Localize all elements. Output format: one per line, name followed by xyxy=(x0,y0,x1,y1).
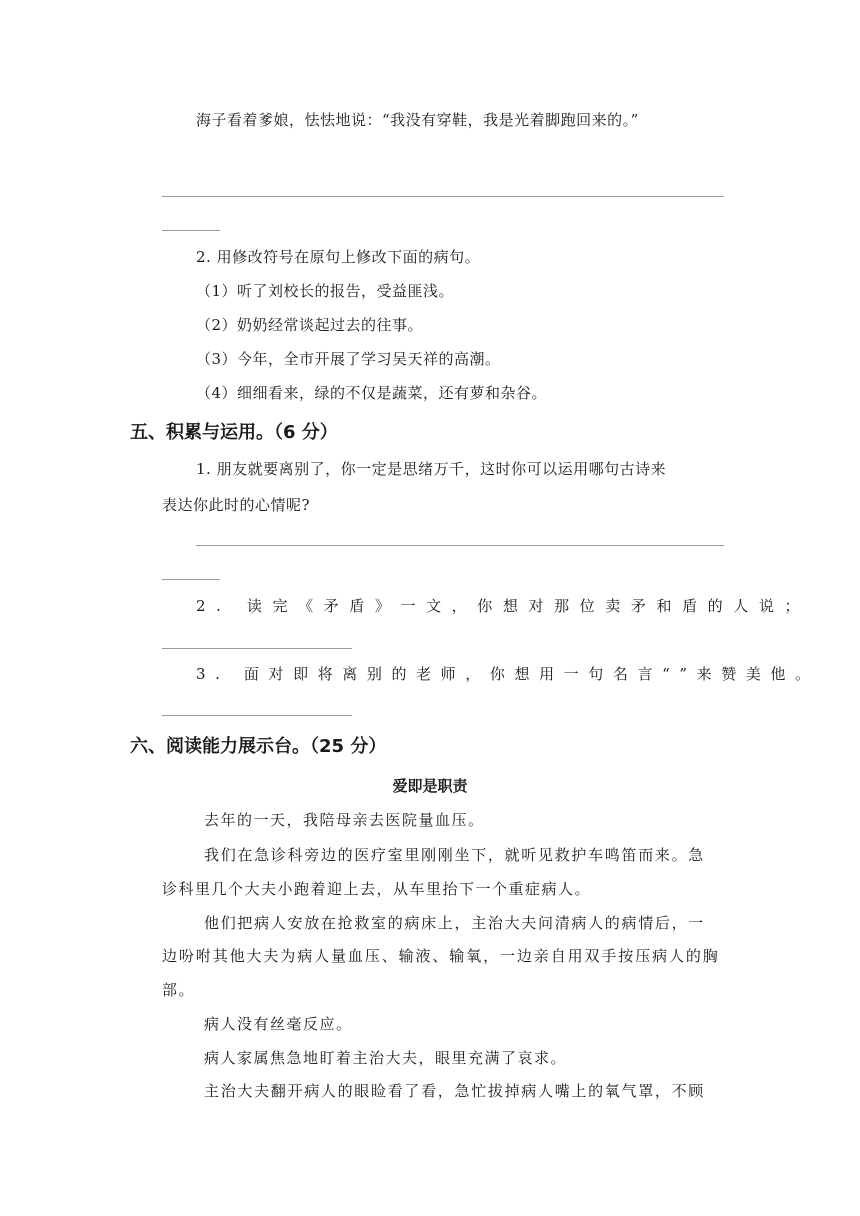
s5-question-1-line2: 表达你此时的心情呢? xyxy=(162,496,311,514)
passage-line: 诊科里几个大夫小跑着迎上去，从车里抬下一个重症病人。 xyxy=(162,880,592,898)
sentence-item-4: （4）细细看来，绿的不仅是蔬菜，还有萝和杂谷。 xyxy=(196,384,548,402)
answer-line[interactable] xyxy=(162,196,724,197)
passage-line: 边吩咐其他大夫为病人量血压、输液、输氧，一边亲自用双手按压病人的胸 xyxy=(162,947,720,965)
passage-title: 爱即是职责 xyxy=(392,777,468,795)
s5-question-1-line1: 1. 朋友就要离别了，你一定是思绪万千，这时你可以运用哪句古诗来 xyxy=(196,460,667,478)
question-2-prompt: 2. 用修改符号在原句上修改下面的病句。 xyxy=(196,248,481,266)
answer-line[interactable] xyxy=(162,715,352,716)
answer-line[interactable] xyxy=(162,648,352,649)
s5-question-2: 2. 读完《矛盾》一文，你想对那位卖矛和盾的人说； xyxy=(196,597,811,615)
passage-line: 我们在急诊科旁边的医疗室里刚刚坐下，就听见救护车鸣笛而来。急 xyxy=(204,846,706,864)
passage-line: 病人没有丝毫反应。 xyxy=(204,1015,353,1033)
section-6-heading: 六、阅读能力展示台。（25 分） xyxy=(130,736,387,757)
sentence-item-1: （1）听了刘校长的报告，受益匪浅。 xyxy=(196,282,455,300)
passage-line: 部。 xyxy=(162,981,196,999)
answer-line[interactable] xyxy=(196,545,724,546)
section-5-heading: 五、积累与运用。（6 分） xyxy=(130,422,338,443)
answer-line-end[interactable] xyxy=(162,579,220,580)
quote-line: 海子看着爹娘，怯怯地说：“我没有穿鞋，我是光着脚跑回来的。” xyxy=(196,111,639,129)
answer-line-end[interactable] xyxy=(162,230,220,231)
sentence-item-2: （2）奶奶经常谈起过去的往事。 xyxy=(196,316,424,334)
s5-question-3: 3. 面对即将离别的老师，你想用一句名言“”来赞美他。 xyxy=(196,665,820,683)
passage-line: 去年的一天，我陪母亲去医院量血压。 xyxy=(204,811,485,829)
passage-line: 病人家属焦急地盯着主治大夫，眼里充满了哀求。 xyxy=(204,1049,568,1067)
sentence-item-3: （3）今年，全市开展了学习吴天祥的高潮。 xyxy=(196,350,501,368)
passage-line: 他们把病人安放在抢救室的病床上，主治大夫问清病人的病情后，一 xyxy=(204,914,706,932)
passage-line: 主治大夫翻开病人的眼睑看了看，急忙拔掉病人嘴上的氧气罩，不顾 xyxy=(204,1082,706,1100)
